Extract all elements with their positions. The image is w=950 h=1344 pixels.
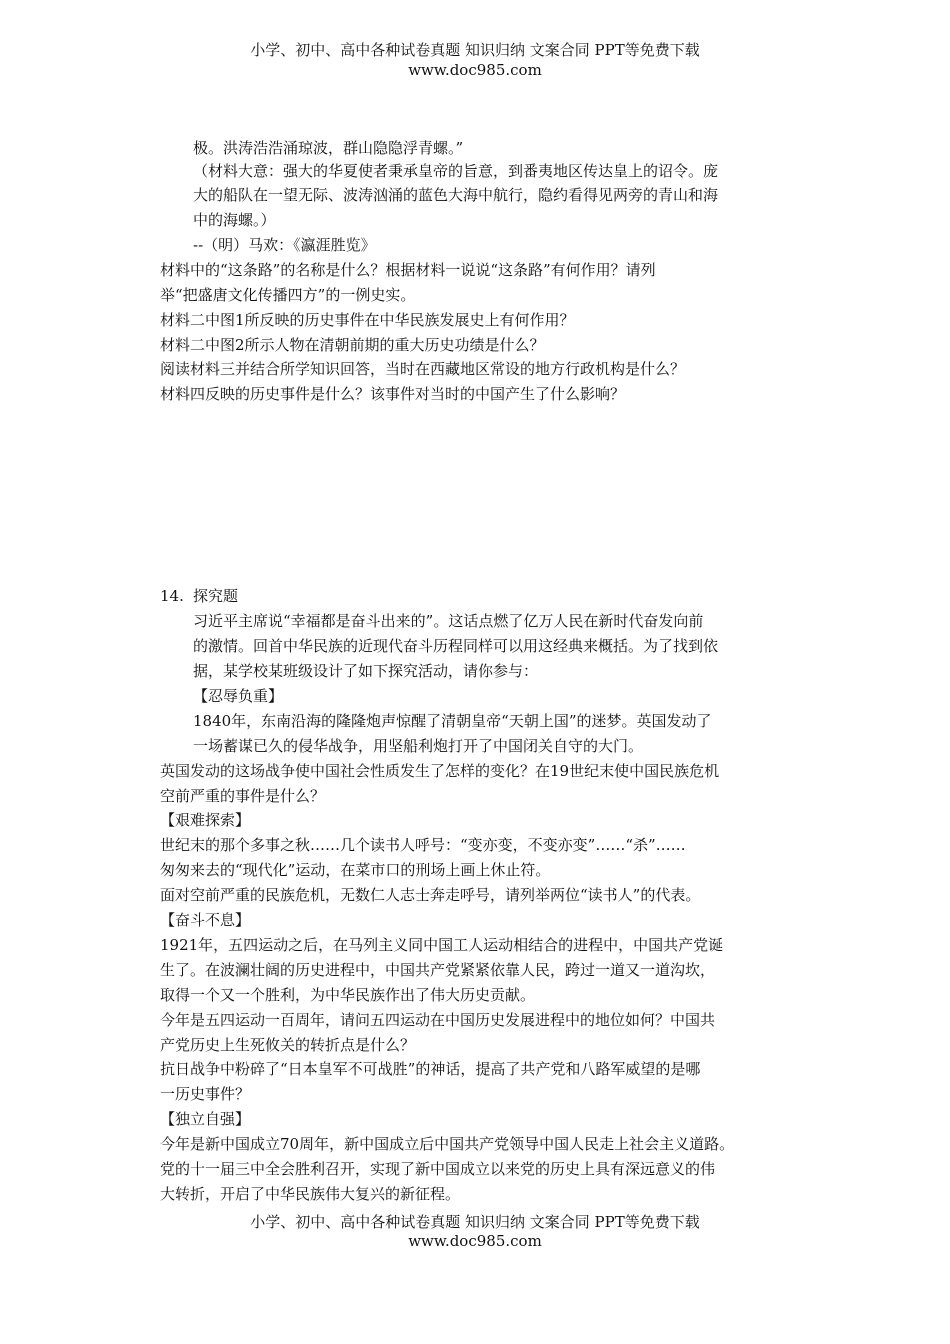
question-title: 探究题 [193, 587, 239, 605]
question-text-line: 习近平主席说“幸福都是奋斗出来的”。这话点燃了亿万人民在新时代奋发向前 [193, 612, 704, 630]
question-text-line: 大转折，开启了中华民族伟大复兴的新征程。 [160, 1185, 461, 1203]
question-text-line: 今年是新中国成立70周年，新中国成立后中国共产党领导中国人民走上社会主义道路。 [160, 1135, 735, 1153]
material-source: --（明）马欢：《瀛涯胜览》 [193, 236, 376, 254]
material-text-line: 极。洪涛浩浩涌琼波，群山隐隐浮青螺。” [193, 139, 464, 157]
question-text-line: 取得一个又一个胜利，为中华民族作出了伟大历史贡献。 [160, 986, 536, 1004]
question-text-line: 党的十一届三中全会胜利召开，实现了新中国成立以来党的历史上具有深远意义的伟 [160, 1160, 716, 1178]
section-heading: 【忍辱负重】 [193, 687, 284, 705]
question-text-line: 1840年，东南沿海的隆隆炮声惊醒了清朝皇帝“天朝上国”的迷梦。英国发动了 [193, 712, 712, 730]
sub-question: 材料二中图1所反映的历史事件在中华民族发展史上有何作用？ [160, 311, 575, 329]
question-text-line: 一场蓄谋已久的侵华战争，用坚船利炮打开了中国闭关自守的大门。 [193, 737, 644, 755]
material-text-line: （材料大意：强大的华夏使者秉承皇帝的旨意，到番夷地区传达皇上的诏令。庞 [193, 162, 719, 180]
sub-question: 一历史事件？ [160, 1085, 251, 1103]
section-heading: 【独立自强】 [160, 1110, 251, 1128]
sub-question: 材料四反映的历史事件是什么？该事件对当时的中国产生了什么影响？ [160, 385, 626, 403]
question-text-line: 匆匆来去的“现代化”运动，在菜市口的刑场上画上休止符。 [160, 861, 551, 879]
sub-question: 空前严重的事件是什么？ [160, 787, 326, 805]
question-text-line: 的激情。回首中华民族的近现代奋斗历程同样可以用这经典来概括。为了找到依 [193, 637, 719, 655]
material-text-line: 中的海螺。） [193, 211, 276, 229]
footer-url[interactable]: www.doc985.com [408, 1232, 542, 1250]
footer-line-1: 小学、初中、高中各种试卷真题 知识归纳 文案合同 PPT等免费下载 [250, 1213, 700, 1231]
question-text-line: 据，某学校某班级设计了如下探究活动，请你参与： [193, 662, 539, 680]
question-text-line: 生了。在波澜壮阔的历史进程中，中国共产党紧紧依靠人民，跨过一道又一道沟坎， [160, 961, 716, 979]
header-url[interactable]: www.doc985.com [408, 61, 542, 79]
question-number: 14. [160, 587, 184, 605]
sub-question: 面对空前严重的民族危机，无数仁人志士奔走呼号，请列举两位“读书人”的代表。 [160, 886, 701, 904]
question-text-line: 世纪末的那个多事之秋……几个读书人呼号：“变亦变，不变亦变”……“杀”…… [160, 836, 686, 854]
sub-question: 产党历史上生死攸关的转折点是什么？ [160, 1036, 416, 1054]
sub-question: 材料中的“这条路”的名称是什么？根据材料一说说“这条路”有何作用？请列 [160, 261, 656, 279]
sub-question: 阅读材料三并结合所学知识回答，当时在西藏地区常设的地方行政机构是什么？ [160, 360, 686, 378]
material-text-line: 大的船队在一望无际、波涛汹涌的蓝色大海中航行，隐约看得见两旁的青山和海 [193, 186, 719, 204]
sub-question: 抗日战争中粉碎了“日本皇军不可战胜”的神话，提高了共产党和八路军威望的是哪 [160, 1060, 701, 1078]
header-line-1: 小学、初中、高中各种试卷真题 知识归纳 文案合同 PPT等免费下载 [250, 41, 700, 59]
sub-question: 今年是五四运动一百周年，请问五四运动在中国历史发展进程中的地位如何？中国共 [160, 1011, 716, 1029]
section-heading: 【奋斗不息】 [160, 911, 251, 929]
section-heading: 【艰难探索】 [160, 811, 251, 829]
sub-question: 举“把盛唐文化传播四方”的一例史实。 [160, 286, 416, 304]
sub-question: 材料二中图2所示人物在清朝前期的重大历史功绩是什么？ [160, 336, 545, 354]
sub-question: 英国发动的这场战争使中国社会性质发生了怎样的变化？在19世纪末使中国民族危机 [160, 762, 720, 780]
question-text-line: 1921年，五四运动之后，在马列主义同中国工人运动相结合的进程中，中国共产党诞 [160, 936, 724, 954]
